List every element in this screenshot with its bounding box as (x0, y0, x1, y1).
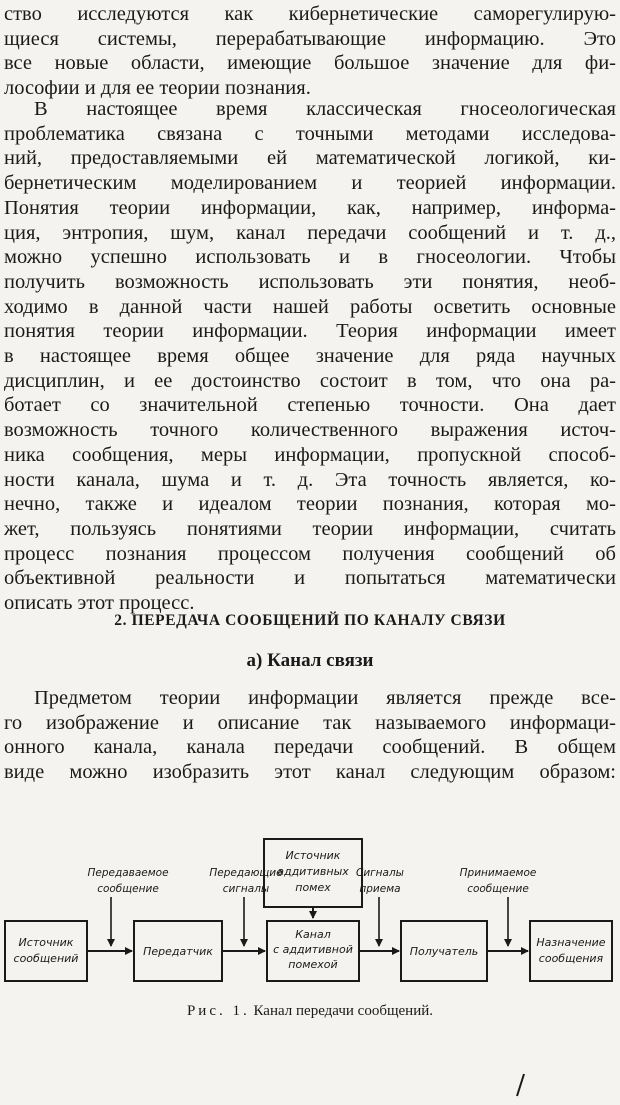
text-line: го изображение и описание так называемого информаци- (4, 711, 616, 734)
note-label: приема (359, 883, 401, 895)
text-line: жет, пользуясь понятиями теории информации, считать (4, 517, 616, 540)
source-label: сообщений (13, 952, 79, 965)
text-line: ция, энтропия, шум, канал передачи сообщений и т. д., (4, 221, 616, 244)
text-line: нечно, также и идеалом теории познания, которая мо- (4, 493, 616, 516)
paragraph-3 (4, 686, 616, 785)
text-line: можно успешно использовать и в гносеологии. Чтобы (4, 246, 616, 269)
text-line: ство исследуются как кибернетические саморегулирую- (4, 3, 616, 25)
noise-source-label: аддитивных (277, 865, 349, 878)
pen-mark (513, 1072, 527, 1098)
text-line: Предметом теории информации является прежде все- (34, 687, 616, 709)
text-line: онного канала, канала передачи сообщений. В общем (4, 736, 616, 759)
destination-box (530, 921, 612, 981)
noise-source-label: Источник (285, 849, 341, 862)
caption-text: Канал передачи сообщений. (253, 1003, 434, 1019)
transmitter-label: Передатчик (143, 945, 213, 958)
channel-label: с аддитивной (273, 943, 353, 956)
text-line: процесс познания процессом получения сообщений об (4, 542, 616, 565)
figure-caption (0, 1003, 620, 1020)
received-signals-note (356, 867, 404, 946)
destination-label: сообщения (538, 952, 604, 965)
text-line: в настоящее время общее значение для ряда научных (4, 345, 616, 368)
note-label: сообщение (97, 883, 159, 895)
caption-lead: Рис. 1. (186, 1003, 250, 1019)
text-line: описать этот процесс. (4, 592, 195, 615)
receiver-label: Получатель (409, 945, 479, 958)
text-line: проблематика связана с точными методами исследова- (4, 122, 616, 145)
text-line: Понятия теории информации, как, например, информа- (4, 196, 616, 219)
text-line: В настоящее время классическая гносеологическая (34, 98, 616, 120)
text-line: ника сообщения, меры информации, пропускной способ- (4, 443, 616, 466)
note-label: Передающие (209, 867, 283, 879)
section-heading: 2. ПЕРЕДАЧА СООБЩЕНИЙ ПО КАНАЛУ СВЯЗИ (114, 612, 506, 629)
text-line: ходимо в данной части нашей работы осветить основные (4, 295, 616, 318)
text-line: лософии и для ее теории познания. (4, 77, 311, 100)
text-line: ности канала, шума и т. д. Эта точность является, ко- (4, 468, 616, 491)
note-label: сигналы (222, 883, 270, 895)
source-label: Источник (18, 936, 74, 949)
text-line: ботает со значительной степенью точности. Она дает (4, 394, 616, 417)
destination-label: Назначение (536, 936, 606, 949)
noise-source-label: помех (295, 881, 331, 894)
paragraph-1 (4, 2, 616, 101)
channel-label: Канал (295, 928, 331, 941)
text-line: виде можно изобразить этот канал следующим образом: (4, 761, 616, 784)
channel-diagram (0, 837, 620, 997)
paragraph-2 (4, 97, 616, 616)
text-line: понятия теории информации. Теория информации имеет (4, 320, 616, 343)
note-label: сообщение (467, 883, 529, 895)
note-label: Принимаемое (459, 867, 537, 879)
text-line: объективной реальности и попытаться математически (4, 567, 616, 590)
source-box (5, 921, 87, 981)
text-line: возможность точного количественного выражения источ- (4, 419, 616, 442)
transmitter-box (134, 921, 222, 981)
text-line: дисциплин, и ее достоинство состоит в том, что она ра- (4, 369, 616, 392)
channel-box (267, 921, 359, 981)
channel-label: помехой (288, 958, 338, 971)
text-line: ний, предоставляемыми ей математической логикой, ки- (4, 147, 616, 170)
received-message-note (460, 867, 537, 946)
text-line: получить возможность использовать эти понятия, необ- (4, 270, 616, 293)
text-line: щиеся системы, перерабатывающие информацию. Это (4, 27, 616, 50)
note-label: Передаваемое (87, 867, 169, 879)
text-line: бернетическим моделированием и теорией информации. (4, 172, 616, 195)
text-line: все новые области, имеющие большое значение для фи- (4, 52, 616, 75)
sent-message-note (87, 867, 168, 946)
note-label: Сигналы (356, 867, 404, 879)
receiver-box (401, 921, 487, 981)
subsection-heading: а) Канал связи (246, 650, 374, 671)
